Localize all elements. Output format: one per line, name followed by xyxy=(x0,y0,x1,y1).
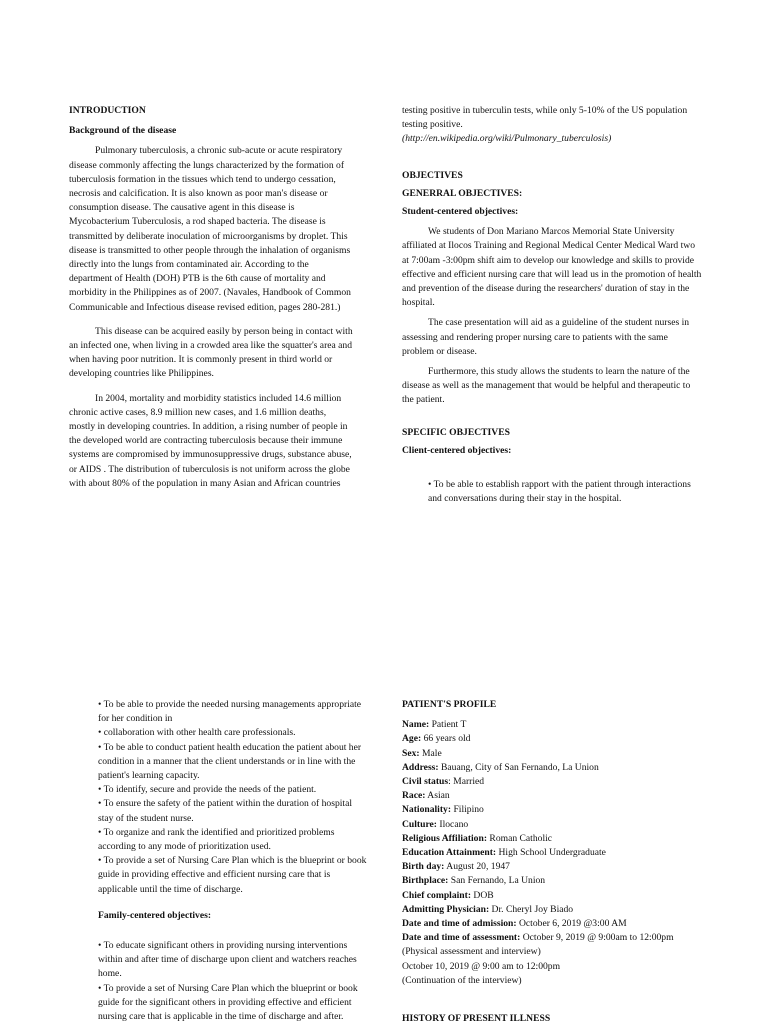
field-label: Date and time of admission: xyxy=(402,918,517,930)
list-item: • To educate significant others in providing nursing interventions within and after time of discharge upon client and watchers reaches home. xyxy=(98,940,357,980)
profile-field xyxy=(402,889,692,903)
field-label: Age: xyxy=(402,733,422,745)
field-value: Patient T xyxy=(429,719,467,731)
list-item: • collaboration with other health care professionals. xyxy=(98,727,296,739)
profile-field xyxy=(402,718,692,732)
field-label: Civil status xyxy=(402,776,449,788)
intro-paragraph-1: Pulmonary tuberculosis, a chronic sub-acute or acute respiratory disease commonly affecting the lungs characterized by the formation of tuberculosis formation in the tissues which tend to undergo cessation, necrosis and calcification. It is also known as poor man's disease or consumption disease. The causative agent in this disease is Mycobacterium Tuberculosis, a rod shaped bacteria. The disease is transmitted by deliberate inoculation of microorganisms by droplet. This disease is transmitted to other people through the inhalation of organisms directly into the lungs from contaminated air. According to the department of Health (DOH) PTB is the 6th cause of mortality and morbidity in the Philippines as of 2007. (Navales, Handbook of Common Communicable and Infectious disease revised edition, pages 280-281.) xyxy=(69,145,351,313)
profile-field xyxy=(402,732,692,746)
student-objective-paragraph-3: Furthermore, this study allows the students to learn the nature of the disease as well as the management that would be helpful and therapeutic to the patient. xyxy=(402,366,691,406)
student-centered-heading: Student-centered objectives: xyxy=(402,206,519,218)
profile-field xyxy=(402,789,692,803)
list-item: • To be able to provide the needed nursing managements appropriate for her condition in xyxy=(98,699,362,725)
field-value: August 20, 1947 xyxy=(444,861,510,873)
list-item: • To provide a set of Nursing Care Plan which is the blueprint or book guide in providing effective and efficient nursing care that is applicable until the time of discharge. xyxy=(98,855,367,895)
profile-field xyxy=(402,818,692,832)
continued-text: testing positive in tuberculin tests, while only 5-10% of the US population testing positive. xyxy=(402,105,688,131)
profile-field xyxy=(402,903,692,917)
field-label: Nationality: xyxy=(402,804,452,816)
profile-field xyxy=(402,803,692,817)
list-item: • To identify, secure and provide the needs of the patient. xyxy=(98,784,317,796)
field-value: October 9, 2019 @ 9:00am to 12:00pm (Physical assessment and interview) xyxy=(402,932,674,958)
intro-paragraph-3: In 2004, mortality and morbidity statistics included 14.6 million chronic active cases, 8.9 million new cases, and 1.6 million deaths, mostly in developing countries. In addition, a rising number of people in the developed world are contracting tuberculosis because their immune systems are compromised by immunosuppressive drugs, substance abuse, or AIDS . The distribution of tuberculosis is not uniform across the globe with about 80% of the population in many Asian and African countries xyxy=(69,392,352,489)
page-two-left-column xyxy=(98,698,368,1024)
field-value: Male xyxy=(419,747,442,759)
profile-field xyxy=(402,846,692,860)
field-label: Education Attainment: xyxy=(402,847,497,859)
profile-field xyxy=(402,917,692,931)
field-label: Address: xyxy=(402,761,439,773)
field-label: Sex: xyxy=(402,747,420,759)
field-value: : Married xyxy=(448,776,485,788)
student-objective-paragraph-1: We students of Don Mariano Marcos Memorial State University affiliated at Ilocos Training and Regional Medical Center Medical Ward two at 7:00am -3:00pm shift aim to develop our knowledge and skills to provide effective and efficient nursing care that will lead us in the promotion of health and prevention of the disease during the researchers' duration of stay in the hospital. xyxy=(402,226,702,309)
profile-field xyxy=(402,775,692,789)
field-label: Birthplace: xyxy=(402,875,449,887)
field-label: Culture: xyxy=(402,818,437,830)
intro-paragraph-2: This disease can be acquired easily by person being in contact with an infected one, when living in a crowded area like the squatter's area and when having poor nutrition. It is commonly present in third world or developing countries like Philippines. xyxy=(69,325,353,380)
field-label: Race: xyxy=(402,790,426,802)
field-value: October 6, 2019 @3:00 AM xyxy=(516,918,627,930)
list-item: • To ensure the safety of the patient within the duration of hospital stay of the student nurse. xyxy=(98,798,353,824)
field-value: Dr. Cheryl Joy Biado xyxy=(489,903,574,915)
student-objective-paragraph-2: The case presentation will aid as a guideline of the student nurses in assessing and rendering proper nursing care to patients with the same problem or disease. xyxy=(402,317,690,357)
field-value: Bauang, City of San Fernando, La Union xyxy=(438,761,599,773)
profile-field xyxy=(402,860,692,874)
specific-objectives-heading: SPECIFIC OBJECTIVES xyxy=(402,426,510,438)
list-item: • To provide a set of Nursing Care Plan which the blueprint or book guide for the significant others in providing effective and efficient nursing care that is applicable in the time of discharge and after. xyxy=(98,982,358,1023)
list-item: • To be able to conduct patient health education the patient about her condition in a manner that the client understands or in line with the patient's learning capacity. xyxy=(98,741,362,782)
field-label: Name: xyxy=(402,719,430,731)
family-objectives-list xyxy=(98,939,368,1024)
client-centered-heading: Client-centered objectives: xyxy=(402,444,512,456)
field-label: Birth day: xyxy=(402,861,445,873)
family-centered-heading: Family-centered objectives: xyxy=(98,909,212,921)
field-label: Admitting Physician: xyxy=(402,903,490,915)
profile-field xyxy=(402,832,692,846)
field-value: San Fernando, La Union xyxy=(448,875,546,887)
general-objectives-heading: GENERRAL OBJECTIVES: xyxy=(402,187,523,199)
field-label: Date and time of assessment: xyxy=(402,932,521,944)
profile-extra-line: (Continuation of the interview) xyxy=(402,974,522,986)
field-value: 66 years old xyxy=(421,733,471,745)
field-value: DOB xyxy=(471,889,494,901)
field-value: Ilocano xyxy=(437,818,469,830)
field-label: Chief complaint: xyxy=(402,889,472,901)
client-objective-bullet: • To be able to establish rapport with the patient through interactions and conversations during their stay in the hospital. xyxy=(428,479,691,505)
profile-field xyxy=(402,761,692,775)
field-value: Roman Catholic xyxy=(487,832,553,844)
history-present-illness-heading: HISTORY OF PRESENT ILLNESS xyxy=(402,1013,551,1025)
profile-field xyxy=(402,931,692,959)
background-heading: Background of the disease xyxy=(69,125,177,137)
profile-field xyxy=(402,747,692,761)
field-label: Religious Affiliation: xyxy=(402,832,488,844)
objectives-heading: OBJECTIVES xyxy=(402,169,463,181)
field-value: High School Undergraduate xyxy=(496,847,606,859)
field-value: Asian xyxy=(425,790,450,802)
profile-field xyxy=(402,874,692,888)
page-two-right-column xyxy=(402,698,692,1026)
field-value: Filipino xyxy=(451,804,484,816)
patient-profile-fields xyxy=(402,718,692,988)
introduction-heading: INTRODUCTION xyxy=(69,105,146,116)
profile-extra-line: October 10, 2019 @ 9:00 am to 12:00pm xyxy=(402,960,561,972)
list-item: • To organize and rank the identified and prioritized problems according to any mode of prioritization used. xyxy=(98,826,335,853)
patient-profile-heading: PATIENT'S PROFILE xyxy=(402,699,497,710)
client-objectives-list xyxy=(98,698,368,897)
source-citation: (http://en.wikipedia.org/wiki/Pulmonary_tuberculosis) xyxy=(402,133,612,145)
